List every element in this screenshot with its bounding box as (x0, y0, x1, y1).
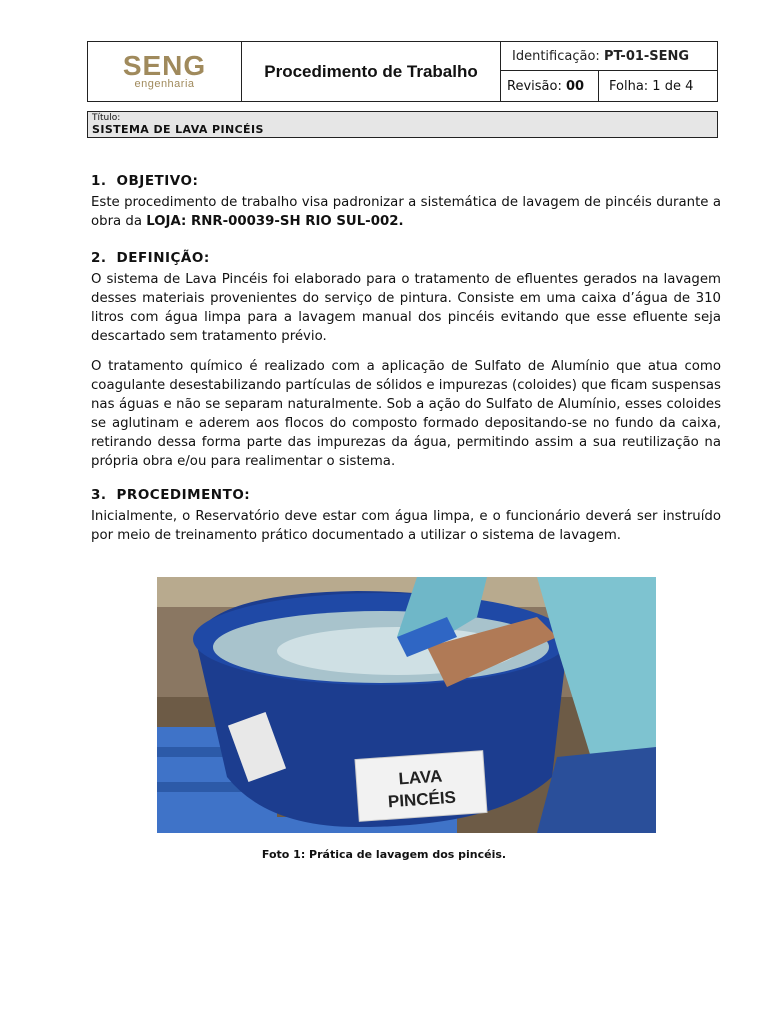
logo-sub-text: engenharia (134, 78, 195, 90)
identification-value: PT-01-SENG (603, 48, 690, 64)
section-title: OBJETIVO: (116, 173, 199, 189)
section-number: 1. (91, 173, 107, 189)
revision-label: Revisão: (507, 78, 562, 94)
section-number: 2. (91, 250, 107, 266)
revision-cell (501, 71, 599, 101)
title-value: SISTEMA DE LAVA PINCÉIS (92, 123, 264, 136)
page-count: Folha: 1 de 4 (609, 78, 694, 94)
photo-illustration (157, 577, 656, 833)
section-heading (91, 172, 721, 191)
paragraph: O sistema de Lava Pincéis foi elaborado para o tratamento de efluentes gerados na lavagem desses materiais provenientes do serviço de pintura. Consiste em uma caixa d’água de 310 litros com água limpa para a lavagem manual dos pincéis evitando que esse efluente seja descartado sem tratamento prévio. (91, 272, 721, 344)
document-title-box (87, 111, 718, 138)
photo-caption: Foto 1: Prática de lavagem dos pincéis. (261, 848, 507, 861)
section-procedimento (91, 486, 721, 545)
company-logo (88, 42, 242, 101)
document-meta (501, 42, 717, 101)
sign-line2: PINCÉIS (387, 787, 457, 812)
section-heading (91, 486, 721, 505)
document-type-title: Procedimento de Trabalho (242, 42, 501, 101)
section-title: DEFINIÇÃO: (116, 250, 210, 266)
section-heading (91, 249, 721, 268)
photo-washing-brushes (157, 577, 656, 833)
title-label: Título: (92, 113, 121, 123)
section-title: PROCEDIMENTO: (116, 487, 251, 503)
paragraph: O tratamento químico é realizado com a aplicação de Sulfato de Alumínio que atua como coagulante desestabilizando partículas de sólidos e impurezas (coloides) que ficam suspensas nas águas e não se separam naturalmente. Sob a ação do Sulfato de Alumínio, esses coloides se aglutinam e aderem aos flocos do composto formado depositando-se no fundo da caixa, retirando dessa forma parte das impurezas da água, permitindo assim a sua reutilização na própria obra e/ou para realimentar o sistema. (91, 359, 721, 469)
section-number: 3. (91, 487, 107, 503)
section-objetivo (91, 172, 721, 231)
section-definicao (91, 249, 721, 471)
identification-label: Identificação: (512, 48, 600, 64)
paragraph: Inicialmente, o Reservatório deve estar com água limpa, e o funcionário deverá ser instruído por meio de treinamento prático documentado a utilizar o sistema de lavagem. (91, 509, 721, 543)
document-header (87, 41, 718, 102)
logo-main-text: SENG (122, 50, 207, 81)
revision-value: 00 (565, 78, 585, 94)
identification-row (501, 42, 717, 71)
paragraph (91, 193, 721, 231)
store-code: LOJA: RNR-00039-SH RIO SUL-002. (146, 214, 404, 229)
paragraph-text: Este procedimento de trabalho visa padronizar a sistemática de lavagem de pincéis durante a obra da (91, 195, 721, 229)
sign-line1: LAVA (397, 766, 443, 789)
revision-row (501, 71, 717, 101)
